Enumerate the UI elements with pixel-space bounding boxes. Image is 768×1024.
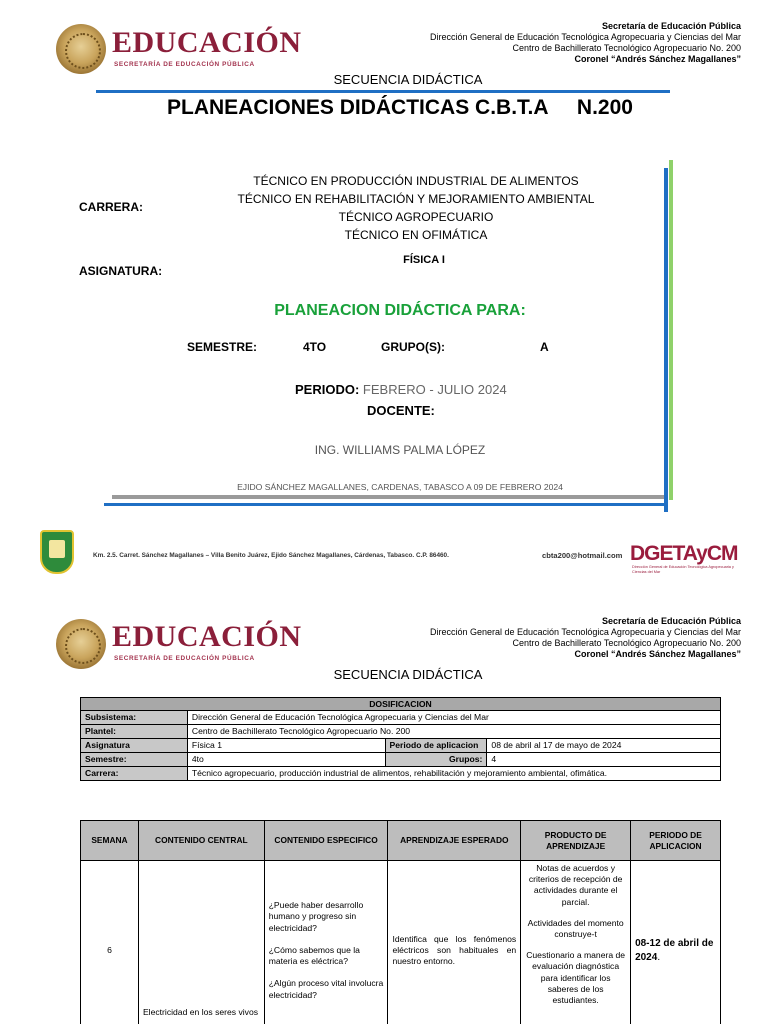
frame-green-vertical [669,160,673,500]
col-header-semana: SEMANA [81,821,139,861]
table-row [81,861,721,1024]
educacion-logo-subtitle: SECRETARÍA DE EDUCACIÓN PÚBLICA [114,61,255,68]
col-header-contenido-central: CONTENIDO CENTRAL [138,821,264,861]
contenido-especifico-cell [264,861,388,1024]
contenido-central-cell: Electricidad en los seres vivos [138,861,264,1024]
footer-address: Km. 2.5. Carret. Sánchez Magallanes – Villa Benito Juárez, Ejido Sánchez Magallanes, Cárdenas, Tabasco. C.P. 86460. [93,552,449,559]
institution-header [430,616,741,660]
subsistema-value: Dirección General de Educación Tecnológica Agropecuaria y Ciencias del Mar [187,711,720,725]
dosificacion-title: DOSIFICACION [81,698,721,711]
carrera-item: TÉCNICO EN PRODUCCIÓN INDUSTRIAL DE ALIMENTOS [253,174,579,188]
periodo-dates-tail: . [657,951,661,963]
periodo-value: 08 de abril al 17 de mayo de 2024 [487,739,721,753]
doc-type-heading: SECUENCIA DIDÁCTICA [333,72,483,87]
frame-blue-vertical [664,168,668,512]
subsistema-label: Subsistema: [81,711,188,725]
semestre-value: 4to [187,753,385,767]
carreras-list [216,172,616,244]
title-rule [96,90,670,93]
periodo-value: FEBRERO - JULIO 2024 [362,382,507,397]
place-date: EJIDO SÁNCHEZ MAGALLANES, CARDENAS, TABASCO A 09 DE FEBRERO 2024 [237,482,563,492]
especifico-question: ¿Puede haber desarrollo humano y progreso sin electricidad? [268,900,364,933]
mexico-seal-logo [56,619,106,669]
educacion-logo-text: EDUCACIÓN [112,620,302,653]
mexico-seal-logo [56,24,106,74]
header-line-3: Centro de Bachillerato Tecnológico Agropecuario No. 200 [512,43,741,53]
asignatura-value: Física 1 [187,739,385,753]
planeacion-para-heading: PLANEACION DIDÁCTICA PARA: [274,302,526,319]
grupos-value: 4 [487,753,721,767]
carrera-value: Técnico agropecuario, producción industrial de alimentos, rehabilitación y mejoramiento ambiental, ofimática. [187,767,720,781]
semestre-label: Semestre: [81,753,188,767]
carrera-item: TÉCNICO AGROPECUARIO [338,210,494,224]
header-line-1: Secretaría de Educación Pública [601,616,741,626]
dosificacion-table [80,697,721,781]
periodo-label: PERIODO: [295,382,360,397]
docente-label: DOCENTE: [367,403,435,418]
frame-gray-horizontal [112,495,664,499]
semestre-label: SEMESTRE: [187,340,258,354]
producto-item: Cuestionario a manera de evaluación diagnóstica para identificar los saberes de los estudiantes. [526,950,626,1006]
carrera-label: CARRERA: [79,200,143,214]
grupo-label: GRUPO(S): [381,340,445,354]
carrera-item: TÉCNICO EN REHABILITACIÓN Y MEJORAMIENTO AMBIENTAL [237,192,595,206]
periodo-dates: 08-12 de abril de 2024 [635,937,714,963]
header-line-2: Dirección General de Educación Tecnológica Agropecuaria y Ciencias del Mar [429,32,741,42]
carrera-item: TÉCNICO EN OFIMÁTICA [344,228,488,242]
header-line-1: Secretaría de Educación Pública [601,21,741,31]
producto-item: Actividades del momento construye-t [527,917,624,940]
semestre-value: 4TO [303,340,327,354]
periodo-line [295,382,507,397]
header-line-3: Centro de Bachillerato Tecnológico Agropecuario No. 200 [512,638,741,648]
col-header-periodo: PERIODO DE APLICACION [631,821,721,861]
cbta-shield-logo [40,530,74,574]
header-line-4: Coronel “Andrés Sánchez Magallanes” [574,54,741,64]
plan-table [80,820,721,1024]
doc-type-heading: SECUENCIA DIDÁCTICA [333,667,483,682]
producto-cell [521,861,631,1024]
dgeta-logo-subtitle: Dirección General de Educación Tecnológica Agropecuaria y Ciencias del Mar [632,565,734,574]
producto-item: Notas de acuerdos y criterios de recepción de actividades durante el parcial. [528,863,623,907]
docente-name: ING. WILLIAMS PALMA LÓPEZ [314,443,486,457]
asignatura-label: Asignatura [81,739,188,753]
asignatura-value: FÍSICA I [403,254,445,266]
frame-blue-horizontal [104,503,668,506]
col-header-aprendizaje-esperado: APRENDIZAJE ESPERADO [388,821,521,861]
carrera-label: Carrera: [81,767,188,781]
dgeta-logo: DGETAyCM [630,542,738,565]
especifico-question: ¿Cómo sabemos que la materia es eléctrica? [268,944,360,967]
plantel-label: Plantel: [81,725,188,739]
institution-header [430,21,741,65]
educacion-logo-text: EDUCACIÓN [112,26,302,59]
grupo-value: A [540,340,549,354]
header-line-4: Coronel “Andrés Sánchez Magallanes” [574,649,741,659]
especifico-question: ¿Algún proceso vital involucra electricidad? [268,978,384,1000]
aprendizaje-cell: Identifica que los fenómenos eléctricos son habituales en nuestro entorno. [388,861,521,1024]
asignatura-label: ASIGNATURA: [79,264,163,278]
col-header-contenido-especifico: CONTENIDO ESPECIFICO [264,821,388,861]
periodo-cell [631,861,721,1024]
header-line-2: Dirección General de Educación Tecnológica Agropecuaria y Ciencias del Mar [429,627,741,637]
plantel-value: Centro de Bachillerato Tecnológico Agropecuario No. 200 [187,725,720,739]
cover-title: PLANEACIONES DIDÁCTICAS C.B.T.A N.200 [167,96,633,119]
periodo-label: Periodo de aplicacion [385,739,487,753]
footer-email: cbta200@hotmail.com [542,551,623,560]
col-header-producto: PRODUCTO DE APRENDIZAJE [521,821,631,861]
semana-cell: 6 [81,861,139,1024]
grupos-label: Grupos: [385,753,487,767]
educacion-logo-subtitle: SECRETARÍA DE EDUCACIÓN PÚBLICA [114,655,255,662]
